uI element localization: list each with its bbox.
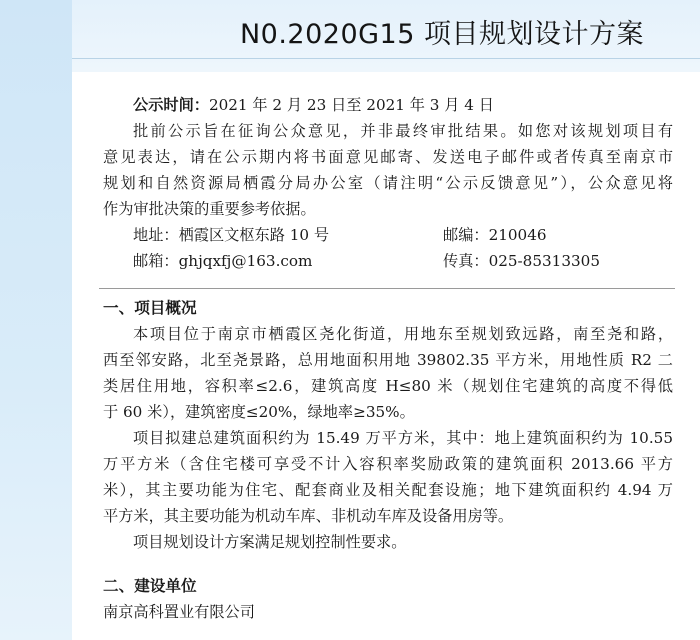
compliance-line: 项目规划设计方案满足规划控制性要求。 [133,533,407,551]
developer-company: 南京高科置业有限公司 [103,603,255,621]
address-value: 栖霞区文枢东路 10 号 [178,226,330,244]
notice-intro-line: 批前公示旨在征询公众意见，并非最终审批结果。如您对该规划项目有 [133,122,673,140]
notice-period-line [103,92,673,118]
page-title: N0.2020G15 项目规划设计方案 [239,19,644,50]
fax-value: 025-85313305 [488,252,600,270]
title-rule [72,58,700,59]
document-body [103,92,673,625]
notice-intro-line: 作为审批决策的重要参考依据。 [103,200,316,218]
fax-label: 传真： [443,252,489,270]
section-heading-developer: 二、建设单位 [103,577,197,595]
notice-intro-line: 意见表达，请在公示期内将书面意见邮寄、发送电子邮件或者传真至南京市 [103,148,673,166]
section-divider [99,288,675,289]
area-paragraph-line: 米），其主要功能为住宅、配套商业及相关配套设施；地下建筑面积约 4.94 万 [103,481,673,499]
postcode-label: 邮编： [443,226,489,244]
email [133,248,312,274]
overview-paragraph-line: 于 60 米），建筑密度≤20%，绿地率≥35%。 [103,403,415,421]
address-label: 地址： [133,226,179,244]
postcode-value: 210046 [488,226,547,244]
fax [443,248,600,274]
address [133,222,329,248]
overview-paragraph-line: 西至邻安路，北至尧景路，总用地面积用地 39802.35 平方米，用地性质 R2 二 [103,351,673,369]
email-label: 邮箱： [133,252,179,270]
contact-row-email [103,248,673,274]
notice-period-label: 公示时间： [133,96,209,114]
area-paragraph-line: 项目拟建总建筑面积约为 15.49 万平方米，其中：地上建筑面积约为 10.55 [133,429,673,447]
section-heading-overview: 一、项目概况 [103,299,197,317]
area-paragraph-line: 万平方米（含住宅楼可享受不计入容积率奖励政策的建筑面积 2013.66 平方 [103,455,673,473]
area-paragraph-line: 平方米，其主要功能为机动车库、非机动车库及设备用房等。 [103,507,514,525]
overview-paragraph-line: 本项目位于南京市栖霞区尧化街道，用地东至规划致远路，南至尧和路， [133,325,673,343]
notice-intro-line: 规划和自然资源局栖霞分局办公室（请注明“公示反馈意见”），公众意见将 [103,174,673,192]
postcode [443,222,547,248]
left-color-band [0,0,72,640]
email-value: ghjqxfj@163.com [178,252,313,270]
notice-period-value: 2021 年 2 月 23 日至 2021 年 3 月 4 日 [208,96,494,114]
section-gap [103,555,673,571]
contact-row-address [103,222,673,248]
overview-paragraph-line: 类居住用地，容积率≤2.6，建筑高度 H≤80 米（规划住宅建筑的高度不得低 [103,377,673,395]
